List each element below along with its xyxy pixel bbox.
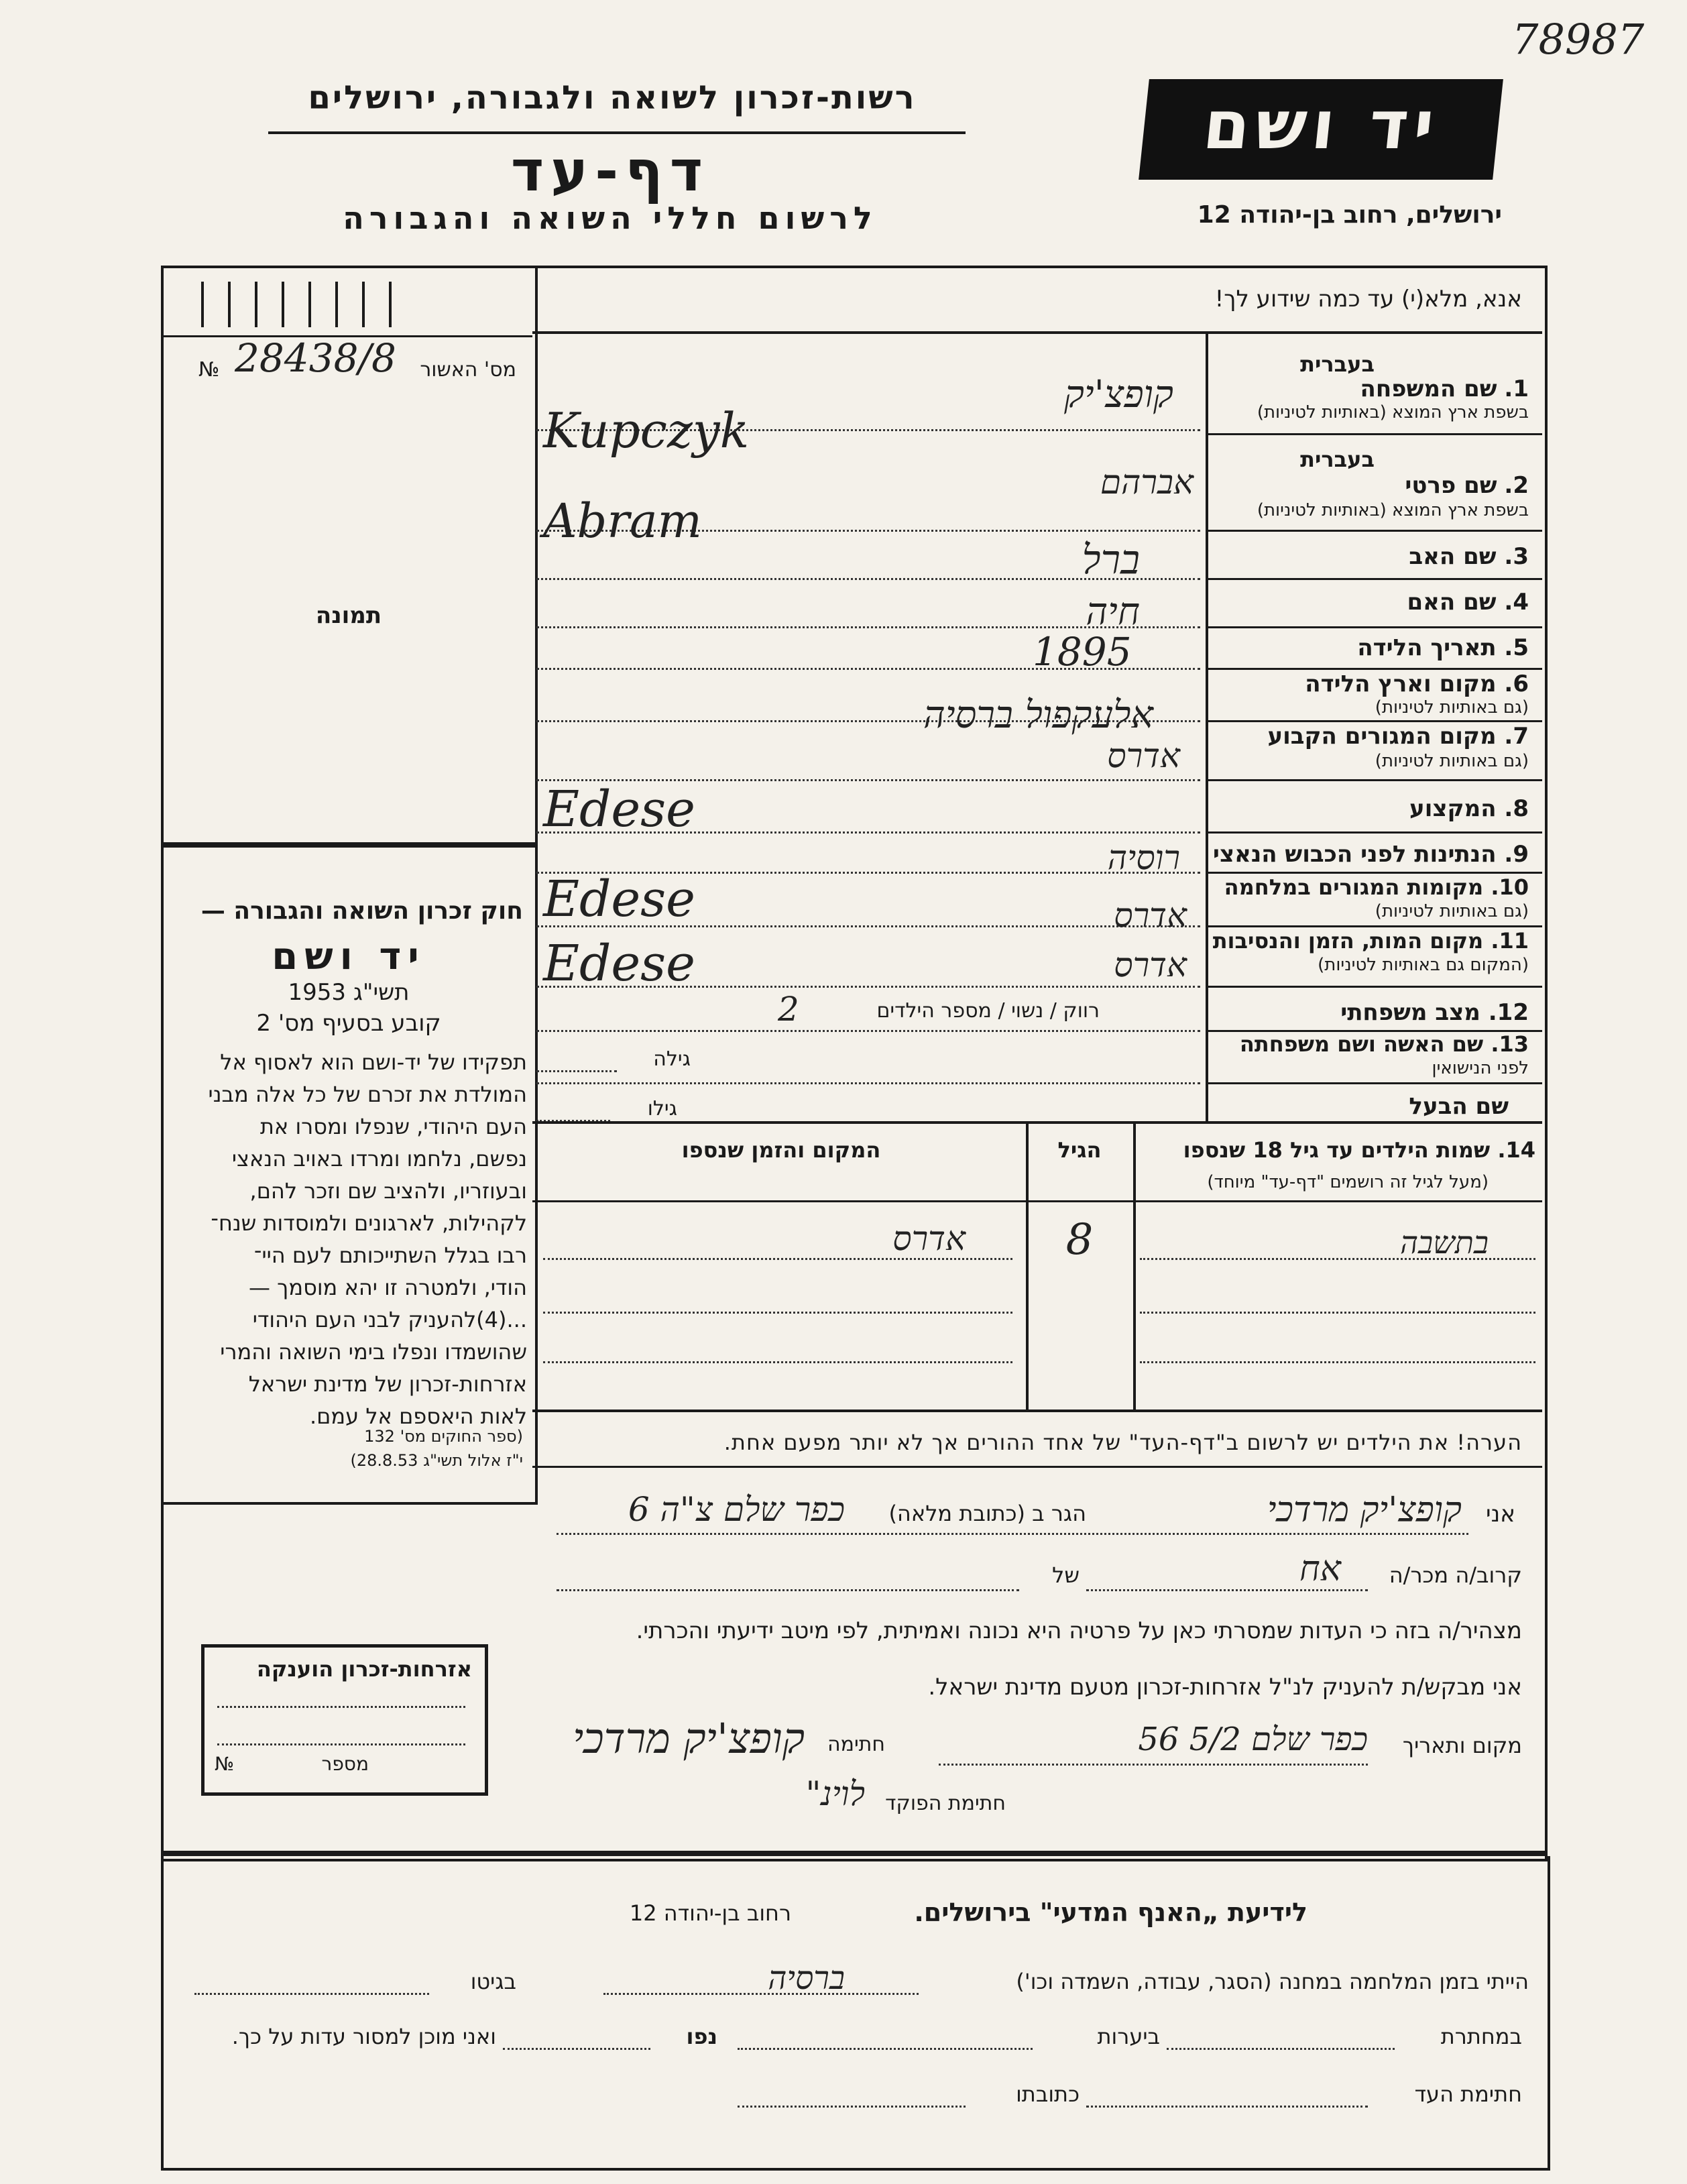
declaration-text-1: מצהיר/ה בזה כי העדות שמסרתי כאן על פרטיה היא נכונה ואמיתית, לפי מיטב ידיעתי והכרתי. — [636, 1617, 1522, 1644]
field-10-value: אדרס — [1114, 896, 1187, 935]
instruction-rule — [532, 331, 1542, 334]
authority-title: רשות-זכרון לשואה ולגבורה, ירושלים — [308, 79, 917, 117]
field-9-value: רוסיה — [1107, 838, 1180, 877]
field-10-latin-value: Edese — [543, 870, 695, 928]
children-age-header: הגיל — [1057, 1137, 1102, 1163]
field-7-label: 7. מקום המגורים הקבוע — [1267, 723, 1529, 750]
children-place-header: המקום והזמן שנספו — [681, 1137, 881, 1163]
field-11-latin-value: Edese — [543, 935, 695, 992]
field-7-value: אדרס — [1107, 736, 1180, 775]
approval-no-symbol: № — [198, 358, 220, 382]
field-12-children: 2 — [778, 990, 799, 1029]
field-4-value: חיה — [1086, 590, 1140, 634]
field-12-label: 12. מצב משפחתי — [1340, 999, 1529, 1026]
place-date-value: כפר שלם 5/2 56 — [1138, 1721, 1368, 1758]
wife-age-label: גילה — [653, 1047, 691, 1071]
child-1-place: אדרס — [892, 1219, 966, 1258]
field-9-label: 9. הנתינות לפני הכבוש הנאצי — [1212, 841, 1529, 868]
field-10-label: 10. מקומות המגורים במלחמה — [1224, 874, 1529, 900]
photo-label: תמונה — [315, 602, 382, 629]
field-2-hebrew-value: אברהם — [1100, 463, 1194, 502]
field-8-value: Edese — [543, 781, 695, 838]
child-1-age: 8 — [1065, 1215, 1094, 1265]
bottom-line1-b: בגיטו — [470, 1969, 516, 1994]
field-1-latin-value: Kupczyk — [543, 402, 750, 459]
bottom-line2-c: נפו — [686, 2024, 717, 2049]
field-3-value: ברל — [1082, 536, 1140, 583]
bottom-line1-a: הייתי בזמן המלחמה במחנה (הסגר, עבודה, השמדה וכו') — [1016, 1969, 1529, 1994]
citizenship-number-label: מספר — [321, 1753, 369, 1775]
declaration-of-label: של — [1052, 1562, 1080, 1588]
form-title: דף-עד — [510, 138, 710, 204]
children-col-div-2 — [1133, 1121, 1136, 1410]
law-year: תשי"ג 1953 — [288, 979, 410, 1006]
field-12-options: רווק / נשוי / מספר הילדים — [876, 999, 1100, 1023]
citizenship-title: אזרחות-זכרון הוענקה — [256, 1656, 472, 1682]
signature-value: קופצ'יק מרדכי — [573, 1714, 805, 1763]
declaration-text-2: אני מבקש/ת להעניק לנ"ל אזרחות-זכרון מטעם מדינת ישראל. — [928, 1674, 1522, 1701]
husband-name-label: שם הבעל — [1409, 1093, 1509, 1120]
header-rule — [268, 131, 966, 134]
field-5-label: 5. תאריך הלידה — [1357, 634, 1529, 661]
field-6-label: 6. מקום וארץ הלידה — [1305, 671, 1529, 697]
law-title: חוק זכרון השואה והגבורה — — [200, 897, 523, 925]
hebrew-label-1: בעברית — [1300, 351, 1375, 377]
field-2-label: 2. שם פרטי — [1405, 472, 1529, 499]
field-2-sub: בשפת ארץ המוצא (באותיות לטיניות) — [1257, 500, 1529, 520]
law-source-2: י"ז אלול תשי"ג 28.8.53) — [350, 1451, 523, 1470]
labels-column-divider — [1206, 331, 1208, 1121]
bottom-double-rule — [161, 1851, 1545, 1856]
citizenship-no-symbol: № — [215, 1753, 235, 1775]
bottom-title: לידיעת „האנף המדעי" בירושלים. — [914, 1898, 1307, 1927]
field-7-sub: (גם באותיות לטיניות) — [1375, 751, 1529, 771]
form-subtitle: לרשום חללי השואה והגבורה — [343, 200, 878, 236]
child-1-name: בתשבה — [1400, 1224, 1489, 1261]
hebrew-label-2: בעברית — [1300, 447, 1375, 472]
bottom-line2-d: ואני מוכן למסור עדות על כך. — [231, 2024, 496, 2049]
children-note: הערה! את הילדים יש לרשום ב"דף-העד" של אחד ההורים אך לא יותר מפעם אחת. — [723, 1430, 1522, 1455]
law-name: יד ושם — [272, 935, 426, 978]
field-5-value: 1895 — [1033, 629, 1132, 675]
header-address: ירושלים, רחוב בן-יהודה 12 — [1197, 201, 1502, 229]
declaration-address: כפר שלם צ"ה 6 — [628, 1490, 845, 1529]
signature-label: חתימה — [827, 1733, 885, 1756]
children-title: 14. שמות הילדים עד גיל 18 שנספו — [1183, 1137, 1535, 1163]
declaration-relation-label: קרוב/ה מכר/ה — [1389, 1562, 1522, 1588]
field-6-sub: (גם באותיות לטיניות) — [1375, 697, 1529, 717]
declaration-resides-label: הגר ב (כתובת מלאה) — [888, 1501, 1086, 1526]
law-body: תפקידו של יד-ושם הוא לאסוף אל המולדת את זכרם של כל אלה מבני העם היהודי, שנפלו ומסרו את נפשם, נלחמו ומרדו באויב הנאצי ובעוזריו, ולהציב שם וזכר להם, לקהילות, לארגונים ולמוסדות שנח־ רבו בגלל השתייכותם לעם היי־ הודי, ולמטרה זו יהא מוסמך — ...(4)להעניק לבני העם היהודי שהושמדו ונפלו בימי השואה והמרי אזרחות-זכרון של מדינת ישראל לאות היאספם אל עמם. — [208, 1049, 527, 1429]
husband-age-label: גילו — [647, 1097, 677, 1120]
approval-boxes — [201, 282, 510, 329]
field-3-label: 3. שם האב — [1409, 543, 1529, 570]
law-source-1: (ספר החוקים מס' 132 — [364, 1427, 523, 1446]
bottom-line2-a: במחתרת — [1440, 2024, 1522, 2049]
field-13-sub: לפני הנישואין — [1432, 1058, 1529, 1078]
children-col-div-1 — [1026, 1121, 1029, 1410]
instruction: אנא, מלא(י) עד כמה שידוע לך! — [1214, 286, 1522, 312]
field-13-label: 13. שם האשה ושם משפחתה — [1239, 1031, 1529, 1057]
field-1-label: 1. שם המשפחה — [1360, 376, 1529, 402]
field-11-sub: (המקום גם באותיות לטיניות) — [1318, 955, 1529, 975]
bottom-line1-value: ברסיה — [768, 1959, 845, 1997]
stamp-number: 78987 — [1512, 15, 1645, 64]
declaration-i-label: אני — [1486, 1501, 1515, 1528]
field-4-label: 4. שם האם — [1407, 589, 1529, 616]
field-11-label: 11. מקום המות, הזמן והנסיבות — [1212, 928, 1529, 954]
field-8-label: 8. המקצוע — [1409, 795, 1529, 822]
law-clause: קובע בסעיף מס' 2 — [256, 1010, 441, 1037]
bottom-line3-a: חתימת העד — [1414, 2081, 1522, 2107]
field-11-value: אדרס — [1114, 945, 1187, 984]
officer-label: חתימת הפוקד — [885, 1792, 1006, 1815]
field-1-sub: בשפת ארץ המוצא (באותיות לטיניות) — [1257, 402, 1529, 422]
officer-value: לוינ" — [805, 1774, 865, 1813]
field-2-latin-value: Abram — [543, 494, 702, 549]
bottom-line3-b: כתובתו — [1016, 2081, 1080, 2107]
field-1-hebrew-value: קופצ'יק — [1063, 373, 1173, 416]
declaration-i-value: קופצ'יק מרדכי — [1267, 1490, 1462, 1530]
place-date-label: מקום ותאריך — [1402, 1733, 1522, 1758]
approval-number: 28438/8 — [235, 335, 396, 381]
field-10-sub: (גם באותיות לטיניות) — [1375, 901, 1529, 921]
children-sub: (מעל לגיל זה רושמים "דף-עד" מיוחד) — [1207, 1172, 1489, 1192]
field-6-value: אלעקפול ברסיה — [923, 693, 1153, 737]
wife-age-line — [536, 1070, 617, 1072]
declaration-relation-value: אח — [1299, 1549, 1341, 1589]
yad-vashem-logo: יד ושם — [1139, 79, 1503, 180]
approval-label: מס' האשור — [420, 358, 516, 382]
bottom-line2-b: ביערות — [1097, 2024, 1160, 2049]
bottom-title-address: רחוב בן-יהודה 12 — [629, 1900, 791, 1926]
